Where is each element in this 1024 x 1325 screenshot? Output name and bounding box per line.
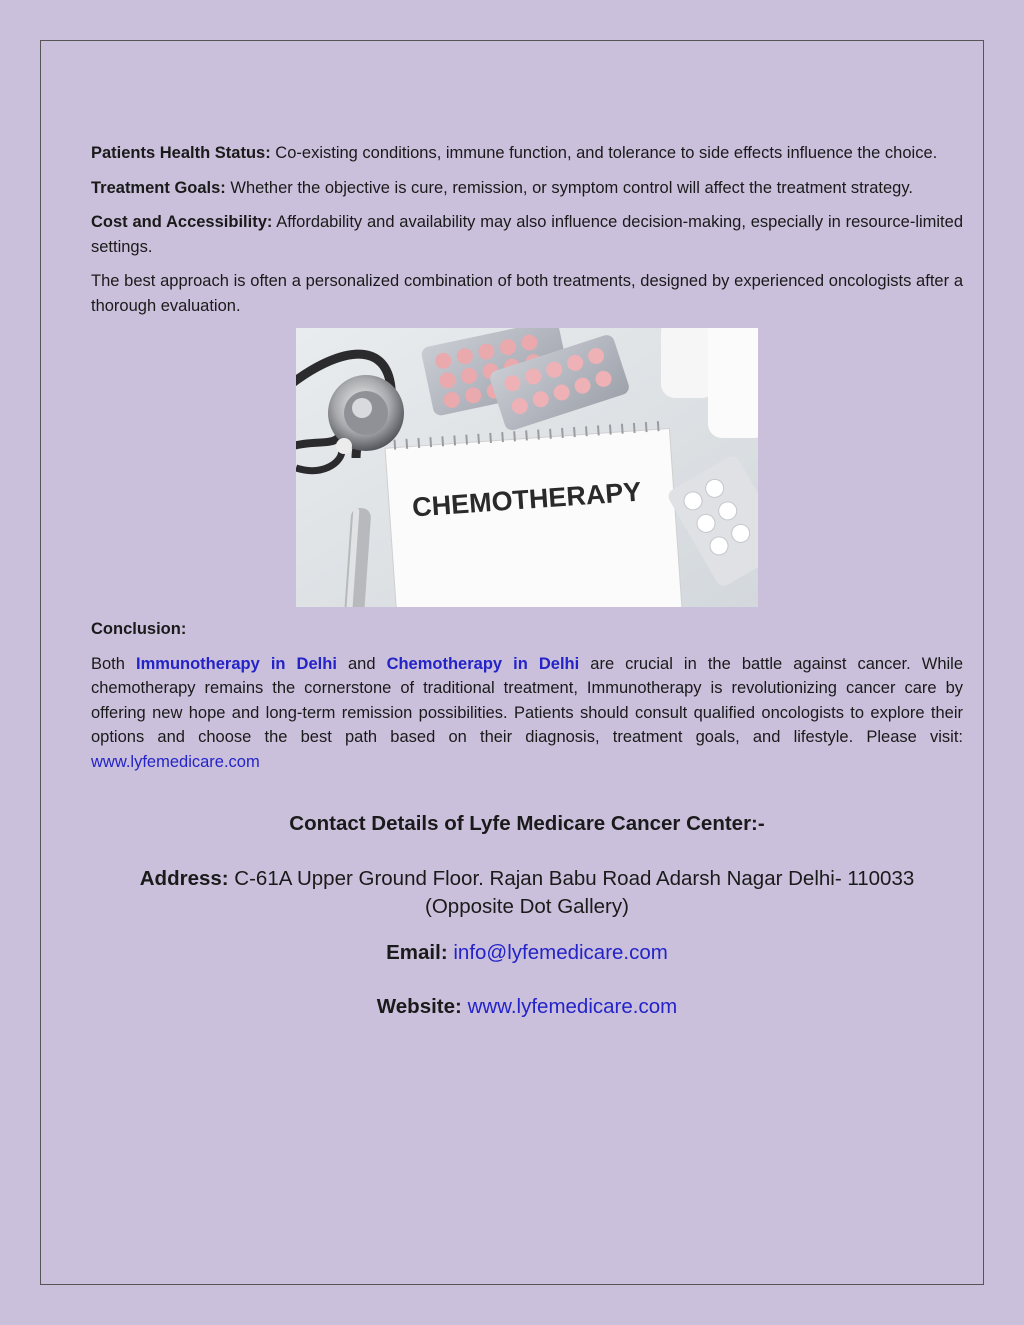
- address-line2: (Opposite Dot Gallery): [425, 894, 629, 918]
- conclusion-paragraph: [91, 652, 963, 775]
- address-line1: C-61A Upper Ground Floor. Rajan Babu Road Adarsh Nagar Delhi- 110033: [228, 866, 915, 890]
- paragraph-text: Co-existing conditions, immune function, and tolerance to side effects influence the choice.: [270, 144, 938, 162]
- paragraph-label: Cost and Accessibility:: [91, 213, 273, 231]
- visit-website-link[interactable]: www.lyfemedicare.com: [91, 752, 260, 771]
- paragraph-text: Affordability and availability may also influence decision-making, especially in resource-limited settings.: [91, 213, 963, 256]
- immunotherapy-link[interactable]: Immunotherapy in Delhi: [136, 654, 337, 673]
- website-line: [91, 995, 963, 1020]
- website-link[interactable]: www.lyfemedicare.com: [467, 995, 678, 1018]
- conclusion-heading: Conclusion:: [91, 620, 187, 638]
- conclusion-lead: Both: [91, 654, 137, 673]
- chemotherapy-link[interactable]: Chemotherapy in Delhi: [386, 654, 580, 673]
- chemotherapy-photo: [296, 328, 758, 607]
- address-label: Address:: [139, 866, 229, 890]
- notebook-text: CHEMOTHERAPY: [411, 476, 643, 523]
- paragraph-text: Whether the objective is cure, remission, or symptom control will affect the treatment strategy.: [225, 178, 913, 197]
- email-line: [91, 941, 963, 966]
- paragraph-summary: The best approach is often a personalized combination of both treatments, designed by experienced oncologists after a thorough evaluation.: [91, 272, 963, 315]
- conclusion-body: are crucial in the battle against cancer. While chemotherapy remains the cornerstone of traditional treatment, Immunotherapy is revolutionizing cancer care by offering new hope and long-term remission possibilities. Patients should consult qualified oncologists to explore their options and choose the best path based on their diagnosis, treatment goals, and lifestyle. Please visit:: [91, 654, 964, 746]
- document-content: [91, 141, 963, 1040]
- conclusion-mid: and: [336, 654, 387, 673]
- paragraph-label: Patients Health Status:: [91, 144, 271, 162]
- email-link[interactable]: info@lyfemedicare.com: [453, 940, 668, 964]
- paragraph-label: Treatment Goals:: [91, 178, 226, 197]
- address-block: [91, 865, 963, 921]
- contact-title: Contact Details of Lyfe Medicare Cancer Center:-: [289, 812, 765, 835]
- paragraph-cost-accessibility: [91, 210, 963, 259]
- paragraph-treatment-goals: [91, 176, 963, 201]
- email-label: Email:: [386, 940, 448, 964]
- website-label: Website:: [376, 995, 462, 1018]
- paragraph-health-status: [91, 141, 963, 166]
